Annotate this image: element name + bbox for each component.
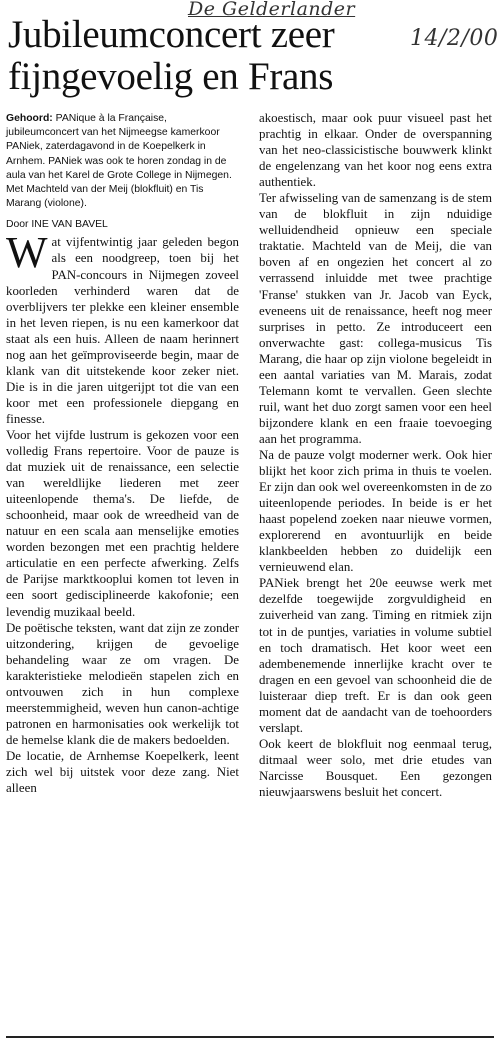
- credit-label: Gehoord:: [6, 113, 53, 124]
- credit-text: PANique à la Française, jubileumconcert van het Nijmeegse kamerkoor PANiek, zaterdagavond in de Koepelkerk in Arnhem. PANiek was ook te horen zondag in de aula van het Karel de Grote College in Nijmegen. Met Machteld van der Meij (blokfluit) en Tis Marang (violone).: [6, 113, 232, 210]
- article-body-right: [259, 110, 492, 800]
- paragraph: [6, 228, 239, 427]
- handwritten-source: De Gelderlander: [188, 0, 356, 20]
- concert-credit: [6, 112, 239, 211]
- paragraph: Voor het vijfde lustrum is gekozen voor een volledig Frans repertoire. Voor de pauze is dat muziek uit de renaissance, een selectie van wereldlijke liederen met zeer uiteenlopende thema's. De liefde, de schoonheid, maar ook de wreedheid van de natuur en een scala aan menselijke emoties worden bezongen met een prachtig heldere articulatie en een perfecte afwerking. Zelfs de Parijse marktkooplui komen tot leven in een soort gedisciplineerde kakofonie; een levendig muzikaal beeld.: [6, 427, 239, 619]
- paragraph: Na de pauze volgt moderner werk. Ook hier blijkt het koor zich prima in thuis te voelen. Er zijn dan ook wel overeenkomsten in de zo uiteenlopende periodes. In beide is er het haast popelend zoeken naar nieuwe vormen, explorerend en avontuurlijk en beide klankbeelden hebben zo duidelijk een vernieuwend elan.: [259, 447, 492, 575]
- right-column: [259, 110, 492, 800]
- headline: Jubileumconcert zeer fijngevoelig en Frans: [8, 13, 335, 98]
- paragraph: Ook keert de blokfluit nog eenmaal terug, ditmaal weer solo, met drie etudes van Narcisse Bousquet. Een gezongen nieuwjaarswens besluit het concert.: [259, 736, 492, 799]
- bottom-rule: [6, 1036, 494, 1038]
- byline-author: INE VAN BAVEL: [31, 219, 108, 231]
- paragraph: Ter afwisseling van de samenzang is de stem van de blokfluit in zijn nduidige welluidendheid opnieuw een speciale traktatie. Machteld van de Meij, die van boven af en ongezien het concert al zo verrassend inluidde met twee prachtige 'Franse' stukken van Jr. Jacob van Eyck, eveneens uit de renaissance, heeft nog meer surprises in petto. Ze introduceert een onverwachte gast: collega-musicus Tis Marang, die haar op zijn violone begeleidt in een aantal variaties van M. Marais, zodat Telemann komt te vervallen. Geen slechte ruil, want het duo zorgt samen voor een heel bijzondere klank en een fraaie toevoeging aan het programma.: [259, 191, 492, 446]
- byline-prefix: Door: [6, 219, 29, 231]
- left-column: [6, 112, 239, 796]
- paragraph: De poëtische teksten, want dat zijn ze zonder uitzondering, krijgen de gevoelige behandeling waar ze om vragen. De karakteristieke melodieën stapelen zich en ontvouwen zich in hun complexe meerstemmigheid, weven hun canon-achtige patronen en harmonisaties ook werkelijk tot de hemelse klank die de makers bedoelden.: [6, 620, 239, 747]
- article-body-left: [6, 228, 239, 796]
- drop-cap: W: [6, 228, 48, 278]
- paragraph-text: at vijfentwintig jaar geleden begon als een noodgreep, toen bij het PAN-concours in Nijmegen zoveel koorleden verhinderd waren dat de overblijvers ter plekke een kleiner ensemble in het leven riepen, is nu een kamerkoor dat staat als een huis. Alleen de naam herinnert nog aan het geïmproviseerde begin, maar de klank van dit uitstekende koor zeker niet. Die is in die jaren uitgerijpt tot die van een koor met een professionele diepgang en finesse.: [6, 235, 239, 426]
- handwritten-date: 14/2/00: [410, 26, 499, 51]
- paragraph: PANiek brengt het 20e eeuwse werk met dezelfde toegewijde zorgvuldigheid en zuiverheid van zang. Timing en ritmiek zijn tot in de puntjes, variaties in volume subtiel en toch dramatisch. Het koor weet een adembenemende innerlijke kracht over te dragen en een gevoel van schoonheid die de luisteraar diep treft. Er is dan ook geen moment dat de aandacht van de toehoorders verslapt.: [259, 576, 492, 735]
- byline: [6, 219, 239, 230]
- paragraph: akoestisch, maar ook puur visueel past het prachtig in elkaar. Onder de overspanning van het neo-classicistische bouwwerk klinkt de engelenzang van het koor nog eens extra authentiek.: [259, 111, 492, 190]
- paragraph: De locatie, de Arnhemse Koepelkerk, leent zich wel bij uitstek voor deze zang. Niet alleen: [6, 748, 239, 796]
